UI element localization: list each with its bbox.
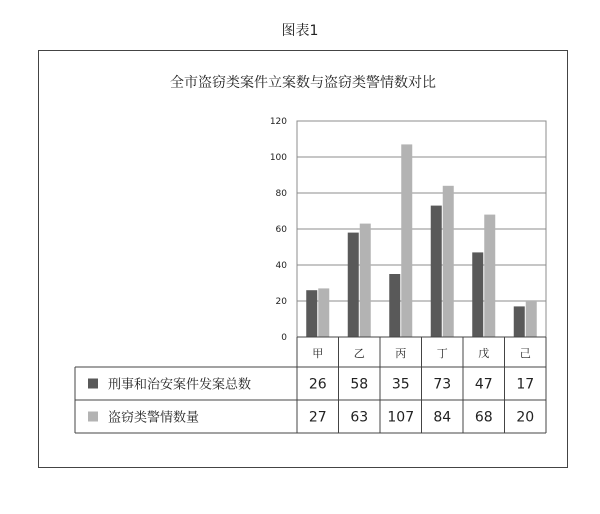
bar-series2-戊 [484,215,495,337]
bar-series1-戊 [472,252,483,337]
y-tick-label: 40 [275,261,287,271]
bar-series2-乙 [360,224,371,337]
data-label-series1-乙: 58 [350,376,369,393]
bar-series2-己 [526,301,537,337]
x-tick-label-乙: 乙 [353,347,365,360]
x-tick-label-己: 己 [519,347,531,360]
data-label-series1-己: 17 [516,376,535,393]
data-label-series1-甲: 26 [308,376,327,393]
data-label-series2-己: 20 [516,409,535,426]
legend-label-1: 刑事和治安案件发案总数 [108,377,252,393]
data-label-series2-甲: 27 [308,409,327,426]
legend-swatch-2 [88,412,98,422]
y-tick-label: 60 [275,225,287,235]
legend-label-2: 盗窃类警情数量 [108,410,200,426]
bar-series2-丁 [443,186,454,337]
y-tick-label: 0 [281,333,287,343]
x-tick-label-丁: 丁 [436,347,448,360]
bar-series1-己 [514,306,525,337]
data-label-series2-乙: 63 [350,409,369,426]
data-label-series1-戊: 47 [474,376,493,393]
bar-series1-丁 [431,206,442,337]
data-label-series2-丙: 107 [387,409,415,426]
bar-series2-丙 [401,144,412,337]
bar-series2-甲 [318,288,329,337]
y-tick-label: 100 [269,153,287,163]
legend-swatch-1 [88,379,98,389]
bar-series1-甲 [306,290,317,337]
y-tick-label: 120 [269,117,287,127]
figure-caption: 图表1 [281,23,319,39]
y-tick-label: 20 [275,297,287,307]
x-tick-label-戊: 戊 [478,347,490,360]
data-label-series2-丁: 84 [433,409,452,426]
bar-series1-丙 [389,274,400,337]
data-label-series2-戊: 68 [474,409,493,426]
x-tick-label-丙: 丙 [395,347,407,360]
data-label-series1-丙: 35 [391,376,410,393]
data-label-series1-丁: 73 [433,376,452,393]
bar-series1-乙 [348,233,359,337]
chart-title: 全市盗窃类案件立案数与盗窃类警情数对比 [170,75,436,91]
y-tick-label: 80 [275,189,287,199]
x-tick-label-甲: 甲 [312,347,324,360]
